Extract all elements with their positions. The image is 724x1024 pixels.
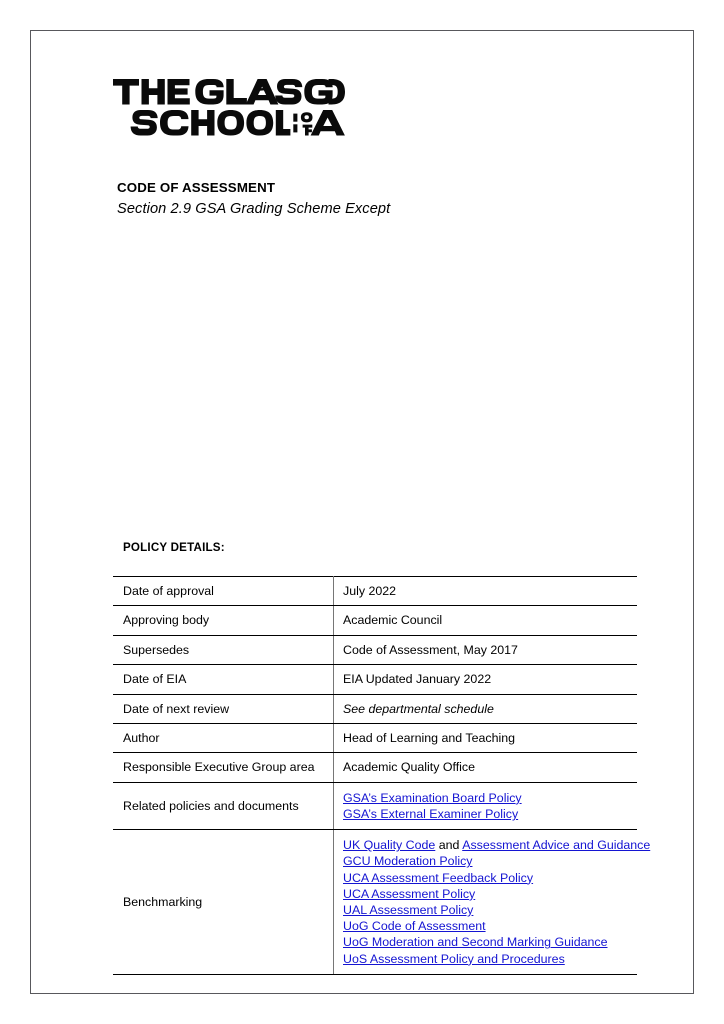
row-label: Benchmarking xyxy=(113,830,334,975)
row-value: Academic Council xyxy=(334,606,638,635)
table-row-benchmarking xyxy=(113,830,637,975)
row-label: Date of approval xyxy=(113,577,334,606)
link-assessment-advice-and-guidance[interactable]: Assessment Advice and Guidance xyxy=(462,838,651,853)
benchmarking-link-list xyxy=(343,837,651,967)
page-frame xyxy=(30,30,694,994)
page-title: CODE OF ASSESSMENT xyxy=(117,180,276,195)
table-row xyxy=(113,635,637,664)
document-title-block xyxy=(113,179,643,219)
link-uca-assessment-feedback-policy[interactable]: UCA Assessment Feedback Policy xyxy=(343,870,534,885)
link-uk-quality-code[interactable]: UK Quality Code xyxy=(343,838,436,853)
row-label: Supersedes xyxy=(113,635,334,664)
link-gcu-moderation-policy[interactable]: GCU Moderation Policy xyxy=(343,854,473,869)
row-value: EIA Updated January 2022 xyxy=(334,665,638,694)
policy-details-heading: POLICY DETAILS: xyxy=(123,541,225,554)
table-row xyxy=(113,577,637,606)
page-subtitle: Section 2.9 GSA Grading Scheme Except xyxy=(117,201,391,217)
conjunction-and: and xyxy=(438,838,460,853)
row-label: Responsible Executive Group area xyxy=(113,753,334,782)
table-row xyxy=(113,606,637,635)
related-policies-link-list xyxy=(343,790,637,822)
row-value: July 2022 xyxy=(334,577,638,606)
page-content xyxy=(113,79,651,975)
link-uos-assessment-policy-and-procedures[interactable]: UoS Assessment Policy and Procedures xyxy=(343,951,565,966)
row-label: Related policies and documents xyxy=(113,782,334,829)
table-row xyxy=(113,665,637,694)
row-label: Date of EIA xyxy=(113,665,334,694)
table-row-related-policies xyxy=(113,782,637,829)
link-uog-moderation-and-second-marking-guidance[interactable]: UoG Moderation and Second Marking Guidance xyxy=(343,935,608,950)
row-value: Academic Quality Office xyxy=(334,753,638,782)
row-value xyxy=(334,830,651,975)
row-label: Approving body xyxy=(113,606,334,635)
row-label: Author xyxy=(113,724,334,753)
row-value: See departmental schedule xyxy=(334,694,638,723)
row-label: Date of next review xyxy=(113,694,334,723)
row-value xyxy=(334,782,638,829)
the-glasgow-school-of-art-logo xyxy=(113,79,345,136)
table-row xyxy=(113,694,637,723)
link-gsa-examination-board-policy[interactable]: GSA’s Examination Board Policy xyxy=(343,790,522,805)
table-row xyxy=(113,753,637,782)
link-ual-assessment-policy[interactable]: UAL Assessment Policy xyxy=(343,903,474,918)
link-gsa-external-examiner-policy[interactable]: GSA’s External Examiner Policy xyxy=(343,807,519,822)
link-uca-assessment-policy[interactable]: UCA Assessment Policy xyxy=(343,886,476,901)
row-value: Code of Assessment, May 2017 xyxy=(334,635,638,664)
table-row xyxy=(113,724,637,753)
link-uog-code-of-assessment[interactable]: UoG Code of Assessment xyxy=(343,919,486,934)
row-value: Head of Learning and Teaching xyxy=(334,724,638,753)
policy-details-table xyxy=(113,576,651,975)
